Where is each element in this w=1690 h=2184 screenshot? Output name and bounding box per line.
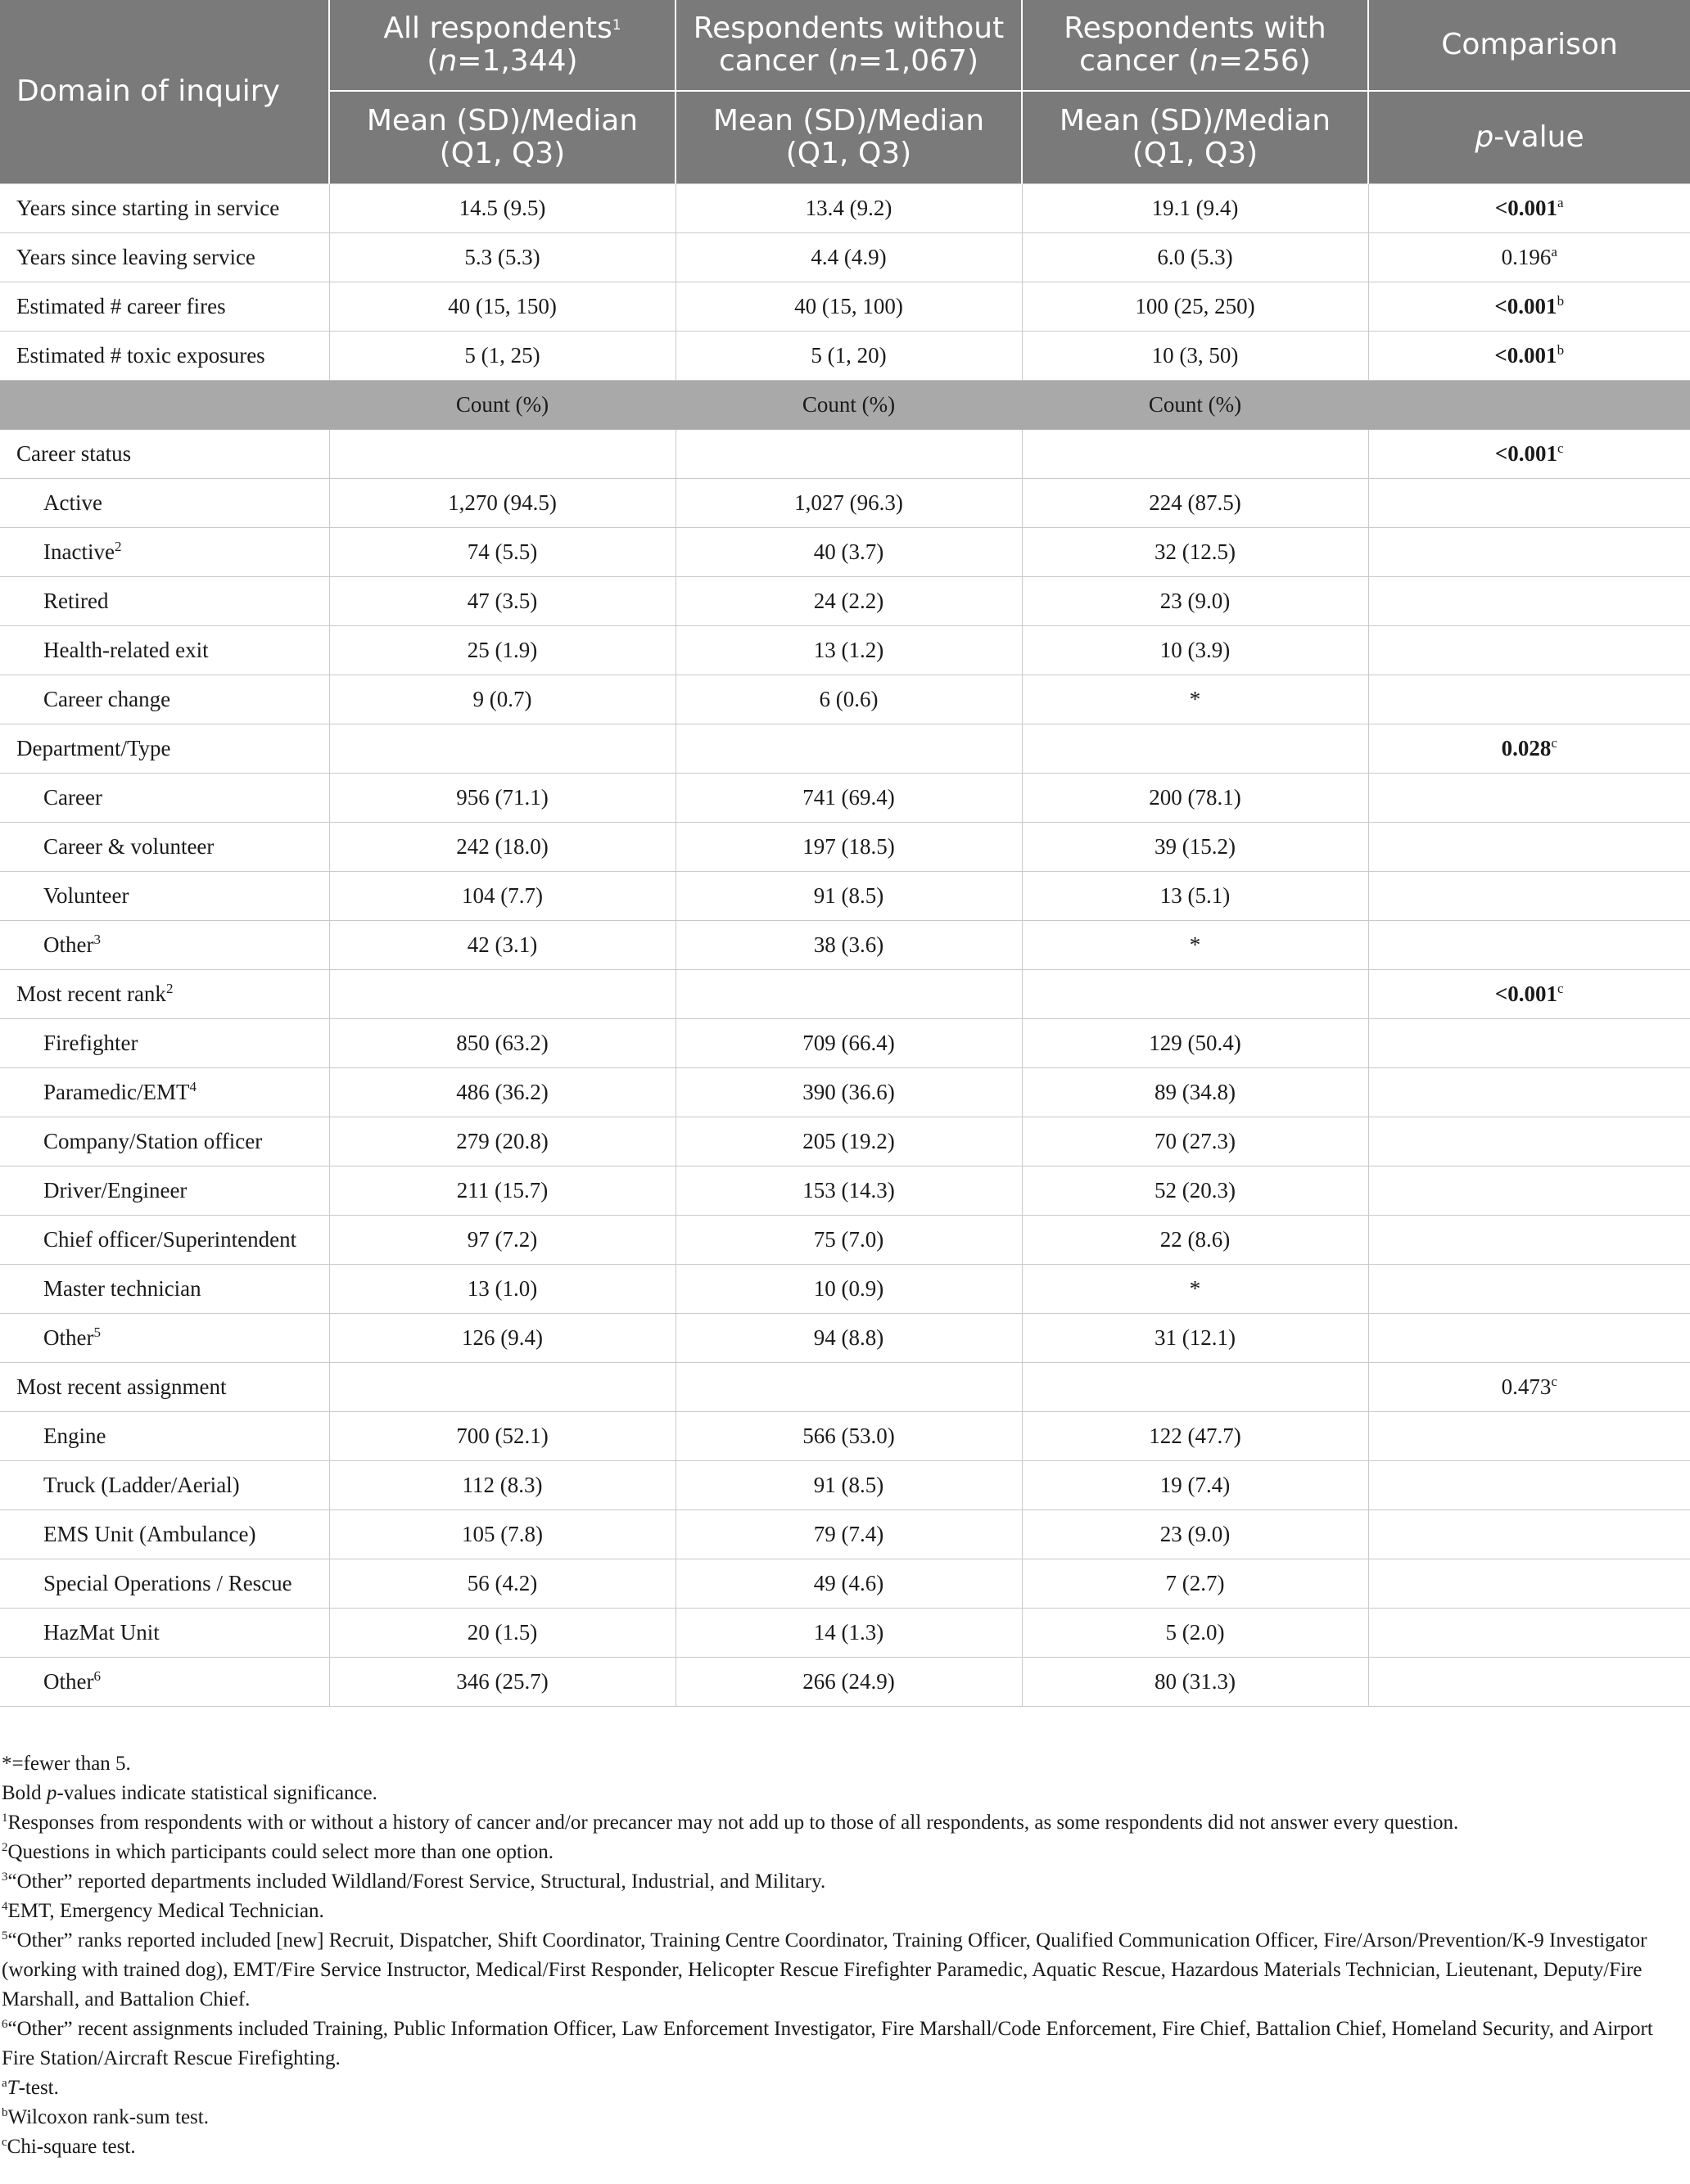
row-label: Years since leaving service (0, 233, 329, 282)
empty-cell (1368, 1314, 1690, 1363)
empty-cell (676, 430, 1022, 479)
value-with: 39 (15.2) (1022, 823, 1368, 872)
row-label: Estimated # career fires (0, 282, 329, 332)
value-without: 709 (66.4) (676, 1019, 1022, 1068)
table-row (0, 479, 1690, 528)
value-with: 32 (12.5) (1022, 528, 1368, 577)
table-row (0, 774, 1690, 823)
value-without: 91 (8.5) (676, 872, 1022, 921)
value-without: 14 (1.3) (676, 1609, 1022, 1658)
header-stat-all: Mean (SD)/Median (Q1, Q3) (329, 91, 676, 184)
value-pvalue: <0.001$^b$ (1368, 282, 1690, 332)
footnote: Bold p-values indicate statistical significance. (2, 1782, 377, 1804)
table-header (0, 0, 1690, 184)
value-pvalue: 0.196$^a$ (1368, 233, 1690, 282)
header-stat-with: Mean (SD)/Median (Q1, Q3) (1022, 91, 1368, 184)
footnote: *=fewer than 5. (2, 1753, 131, 1775)
table-row (0, 823, 1690, 872)
value-with: 52 (20.3) (1022, 1166, 1368, 1216)
count-band-row (0, 381, 1690, 430)
table-row (0, 1265, 1690, 1314)
value-all: 346 (25.7) (329, 1658, 676, 1707)
value-without: 4.4 (4.9) (676, 233, 1022, 282)
table-row (0, 1510, 1690, 1559)
value-all: 700 (52.1) (329, 1412, 676, 1461)
row-label: Special Operations / Rescue (0, 1559, 329, 1609)
value-with: 13 (5.1) (1022, 872, 1368, 921)
band-count-with: Count (%) (1022, 381, 1368, 430)
value-without: 13.4 (9.2) (676, 184, 1022, 233)
empty-cell (1368, 774, 1690, 823)
value-all: 126 (9.4) (329, 1314, 676, 1363)
group-label: Career status (0, 430, 329, 479)
value-with: 5 (2.0) (1022, 1609, 1368, 1658)
row-label: Inactive$^2$ (0, 528, 329, 577)
value-all: 74 (5.5) (329, 528, 676, 577)
value-all: 486 (36.2) (329, 1068, 676, 1117)
table-row (0, 1461, 1690, 1510)
empty-cell (1368, 1265, 1690, 1314)
value-without: 1,027 (96.3) (676, 479, 1022, 528)
value-all: 5 (1, 25) (329, 332, 676, 381)
value-all: 112 (8.3) (329, 1461, 676, 1510)
value-all: 1,270 (94.5) (329, 479, 676, 528)
empty-cell (1022, 430, 1368, 479)
row-label: Volunteer (0, 872, 329, 921)
empty-cell (676, 724, 1022, 774)
row-label: Engine (0, 1412, 329, 1461)
footnote: $^2$Questions in which participants could select more than one option. (2, 1841, 554, 1863)
table-row (0, 184, 1690, 233)
empty-cell (329, 724, 676, 774)
group-header-row (0, 724, 1690, 774)
value-without: 91 (8.5) (676, 1461, 1022, 1510)
header-without-cancer: Respondents without cancer (n=1,067) (676, 0, 1022, 91)
band-count-without: Count (%) (676, 381, 1022, 430)
row-label: Other$^5$ (0, 1314, 329, 1363)
empty-cell (1368, 823, 1690, 872)
band-count-all: Count (%) (329, 381, 676, 430)
value-all: 97 (7.2) (329, 1216, 676, 1265)
empty-cell (1368, 528, 1690, 577)
value-without: 5 (1, 20) (676, 332, 1022, 381)
row-label: Company/Station officer (0, 1117, 329, 1166)
value-all: 25 (1.9) (329, 626, 676, 675)
table-row (0, 872, 1690, 921)
row-label: Other$^6$ (0, 1658, 329, 1707)
group-header-row (0, 970, 1690, 1019)
value-without: 40 (3.7) (676, 528, 1022, 577)
empty-cell (1368, 1068, 1690, 1117)
value-without: 38 (3.6) (676, 921, 1022, 970)
band-empty (1368, 381, 1690, 430)
row-label: Career (0, 774, 329, 823)
value-all: 279 (20.8) (329, 1117, 676, 1166)
row-label: Driver/Engineer (0, 1166, 329, 1216)
table-row (0, 233, 1690, 282)
table-row (0, 1117, 1690, 1166)
table-row (0, 1314, 1690, 1363)
table-row (0, 1019, 1690, 1068)
footnote: $^6$“Other” recent assignments included Training, Public Information Officer, Law Enforcement Investigator, Fire Marshall/Code Enforcement, Fire Chief, Battalion Chief, Homeland Security, and Airport Fire Station/Aircraft Rescue Firefighting. (2, 2018, 1653, 2069)
footnote: $^b$Wilcoxon rank-sum test. (2, 2106, 209, 2128)
row-label: EMS Unit (Ambulance) (0, 1510, 329, 1559)
value-with: 80 (31.3) (1022, 1658, 1368, 1707)
value-all: 211 (15.7) (329, 1166, 676, 1216)
value-without: 10 (0.9) (676, 1265, 1022, 1314)
value-without: 205 (19.2) (676, 1117, 1022, 1166)
empty-cell (1368, 577, 1690, 626)
empty-cell (1368, 1019, 1690, 1068)
value-without: 94 (8.8) (676, 1314, 1022, 1363)
empty-cell (1368, 1117, 1690, 1166)
value-all: 56 (4.2) (329, 1559, 676, 1609)
empty-cell (676, 970, 1022, 1019)
empty-cell (329, 1363, 676, 1412)
value-all: 105 (7.8) (329, 1510, 676, 1559)
value-all: 850 (63.2) (329, 1019, 676, 1068)
row-label: Years since starting in service (0, 184, 329, 233)
value-without: 566 (53.0) (676, 1412, 1022, 1461)
value-with: 10 (3, 50) (1022, 332, 1368, 381)
table-row (0, 577, 1690, 626)
value-without: 13 (1.2) (676, 626, 1022, 675)
value-with: 89 (34.8) (1022, 1068, 1368, 1117)
empty-cell (1368, 675, 1690, 724)
value-with: 10 (3.9) (1022, 626, 1368, 675)
table-row (0, 1658, 1690, 1707)
value-pvalue: 0.028$^c$ (1368, 724, 1690, 774)
value-with: 23 (9.0) (1022, 1510, 1368, 1559)
empty-cell (329, 430, 676, 479)
empty-cell (1368, 872, 1690, 921)
footnote: $^3$“Other” reported departments included Wildland/Forest Service, Structural, Industrial, and Military. (2, 1870, 826, 1893)
empty-cell (676, 1363, 1022, 1412)
table-row (0, 1068, 1690, 1117)
value-without: 6 (0.6) (676, 675, 1022, 724)
value-without: 153 (14.3) (676, 1166, 1022, 1216)
value-all: 956 (71.1) (329, 774, 676, 823)
value-with: 200 (78.1) (1022, 774, 1368, 823)
table-row (0, 921, 1690, 970)
empty-cell (1368, 921, 1690, 970)
value-all: 20 (1.5) (329, 1609, 676, 1658)
header-with-cancer: Respondents with cancer (n=256) (1022, 0, 1368, 91)
value-without: 741 (69.4) (676, 774, 1022, 823)
group-header-row (0, 1363, 1690, 1412)
row-label: Other$^3$ (0, 921, 329, 970)
footnote: $^5$“Other” ranks reported included [new] Recruit, Dispatcher, Shift Coordinator, Training Centre Coordinator, Training Officer, Qualified Communication Officer, Fire/Arson/Prevention/K-9 Investigator (working with trained dog), EMT/Fire Service Instructor, Medical/First Responder, Helicopter Rescue Firefighter Paramedic, Aquatic Rescue, Hazardous Materials Technician, Lieutenant, Deputy/Fire Marshall, and Battalion Chief. (2, 1929, 1647, 2010)
empty-cell (1368, 1658, 1690, 1707)
group-label: Most recent rank$^2$ (0, 970, 329, 1019)
value-pvalue: <0.001$^a$ (1368, 184, 1690, 233)
empty-cell (1368, 1461, 1690, 1510)
row-label: Chief officer/Superintendent (0, 1216, 329, 1265)
value-pvalue: <0.001$^b$ (1368, 332, 1690, 381)
table-row (0, 1216, 1690, 1265)
value-with: 19.1 (9.4) (1022, 184, 1368, 233)
row-label: Estimated # toxic exposures (0, 332, 329, 381)
group-label: Most recent assignment (0, 1363, 329, 1412)
value-with: 22 (8.6) (1022, 1216, 1368, 1265)
row-label: Retired (0, 577, 329, 626)
empty-cell (1368, 1559, 1690, 1609)
empty-cell (1368, 1216, 1690, 1265)
value-all: 13 (1.0) (329, 1265, 676, 1314)
header-pvalue: p-value (1368, 91, 1690, 184)
value-with: * (1022, 921, 1368, 970)
value-with: 224 (87.5) (1022, 479, 1368, 528)
empty-cell (1368, 479, 1690, 528)
band-empty (0, 381, 329, 430)
value-pvalue: <0.001$^c$ (1368, 430, 1690, 479)
row-label: Health-related exit (0, 626, 329, 675)
value-all: 14.5 (9.5) (329, 184, 676, 233)
footnote: $^4$EMT, Emergency Medical Technician. (2, 1900, 324, 1922)
value-all: 47 (3.5) (329, 577, 676, 626)
value-with: 19 (7.4) (1022, 1461, 1368, 1510)
empty-cell (1022, 970, 1368, 1019)
value-all: 9 (0.7) (329, 675, 676, 724)
footnotes (0, 1749, 1680, 2162)
value-all: 104 (7.7) (329, 872, 676, 921)
empty-cell (1022, 724, 1368, 774)
table-body (0, 184, 1690, 1707)
empty-cell (1368, 626, 1690, 675)
empty-cell (329, 970, 676, 1019)
group-label: Department/Type (0, 724, 329, 774)
empty-cell (1368, 1609, 1690, 1658)
value-with: 122 (47.7) (1022, 1412, 1368, 1461)
table-row (0, 626, 1690, 675)
value-all: 42 (3.1) (329, 921, 676, 970)
value-without: 40 (15, 100) (676, 282, 1022, 332)
value-with: * (1022, 675, 1368, 724)
value-pvalue: <0.001$^c$ (1368, 970, 1690, 1019)
table-row (0, 1609, 1690, 1658)
value-all: 242 (18.0) (329, 823, 676, 872)
table-row (0, 1559, 1690, 1609)
value-without: 79 (7.4) (676, 1510, 1022, 1559)
row-label: Career & volunteer (0, 823, 329, 872)
header-stat-without: Mean (SD)/Median (Q1, Q3) (676, 91, 1022, 184)
row-label: Master technician (0, 1265, 329, 1314)
footnote: $^c$Chi-square test. (2, 2136, 136, 2158)
value-pvalue: 0.473$^c$ (1368, 1363, 1690, 1412)
value-without: 266 (24.9) (676, 1658, 1022, 1707)
header-comparison: Comparison (1368, 0, 1690, 91)
row-label: Career change (0, 675, 329, 724)
table-row (0, 332, 1690, 381)
row-label: Paramedic/EMT$^4$ (0, 1068, 329, 1117)
value-with: 6.0 (5.3) (1022, 233, 1368, 282)
value-with: 31 (12.1) (1022, 1314, 1368, 1363)
header-domain: Domain of inquiry (0, 0, 329, 184)
value-with: 23 (9.0) (1022, 577, 1368, 626)
value-without: 197 (18.5) (676, 823, 1022, 872)
row-label: Firefighter (0, 1019, 329, 1068)
table-row (0, 282, 1690, 332)
table-row (0, 1412, 1690, 1461)
empty-cell (1368, 1166, 1690, 1216)
row-label: Active (0, 479, 329, 528)
empty-cell (1022, 1363, 1368, 1412)
value-with: 70 (27.3) (1022, 1117, 1368, 1166)
row-label: Truck (Ladder/Aerial) (0, 1461, 329, 1510)
value-without: 49 (4.6) (676, 1559, 1022, 1609)
value-with: 7 (2.7) (1022, 1559, 1368, 1609)
footnote: $^1$Responses from respondents with or without a history of cancer and/or precancer may not add up to those of all respondents, as some respondents did not answer every question. (2, 1812, 1459, 1834)
header-all-respondents: All respondents$^1$ (n=1,344) (329, 0, 676, 91)
footnote: $^a$T-test. (2, 2077, 59, 2099)
table-row (0, 528, 1690, 577)
table-row (0, 1166, 1690, 1216)
table-row (0, 675, 1690, 724)
empty-cell (1368, 1412, 1690, 1461)
value-with: 100 (25, 250) (1022, 282, 1368, 332)
empty-cell (1368, 1510, 1690, 1559)
value-all: 5.3 (5.3) (329, 233, 676, 282)
value-without: 75 (7.0) (676, 1216, 1022, 1265)
row-label: HazMat Unit (0, 1609, 329, 1658)
value-all: 40 (15, 150) (329, 282, 676, 332)
group-header-row (0, 430, 1690, 479)
value-with: * (1022, 1265, 1368, 1314)
value-with: 129 (50.4) (1022, 1019, 1368, 1068)
value-without: 24 (2.2) (676, 577, 1022, 626)
value-without: 390 (36.6) (676, 1068, 1022, 1117)
